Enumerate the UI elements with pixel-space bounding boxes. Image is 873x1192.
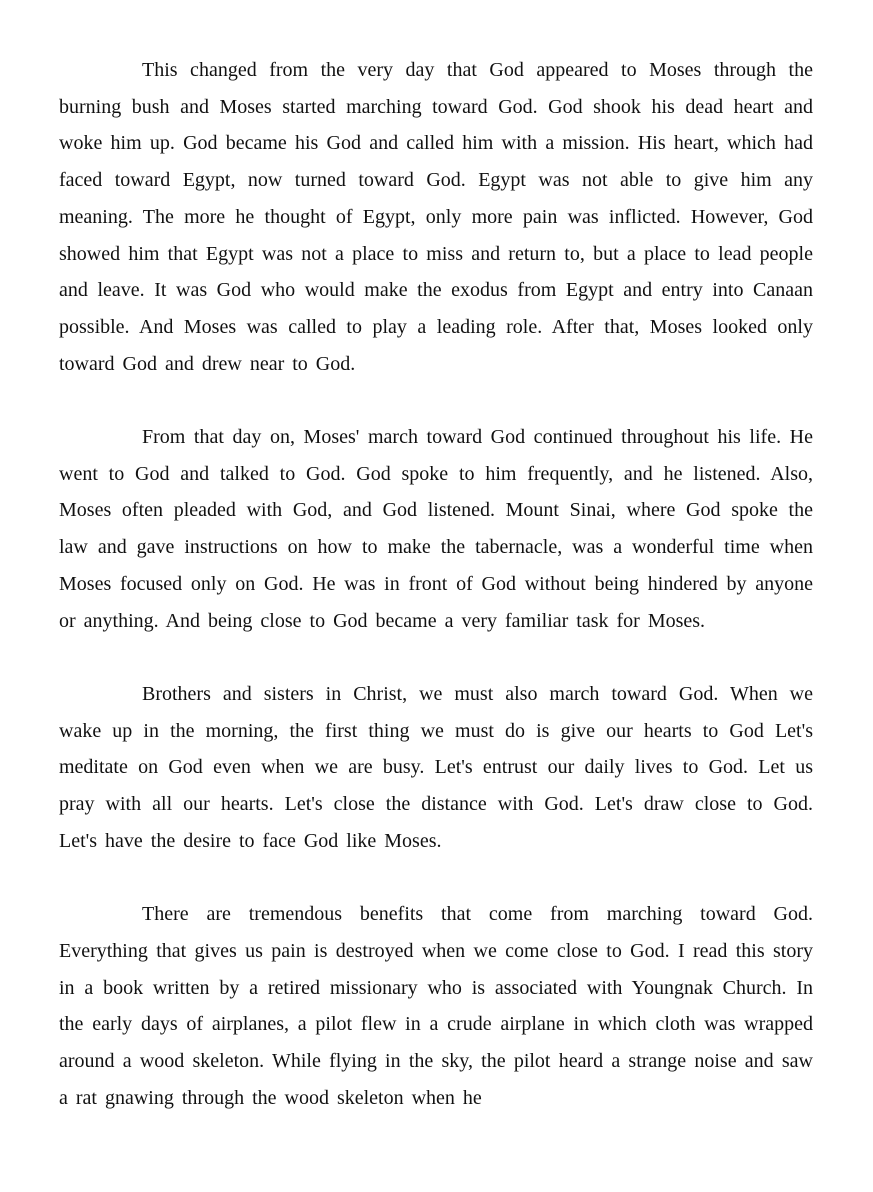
paragraph-4: There are tremendous benefits that come from marching toward God. Everything that gives us pain is destroyed when we come close to God. I read this story in a book written by a retired missionary who is associated with Youngnak Church. In the early days of airplanes, a pilot flew in a crude airplane in which cloth was wrapped around a wood skeleton. While flying in the sky, the pilot heard a strange noise and saw a rat gnawing through the wood skeleton when he bbox=[59, 903, 813, 1109]
paragraph-3: Brothers and sisters in Christ, we must also march toward God. When we wake up in the morning, the first thing we must do is give our hearts to God Let's meditate on God even when we are busy. Let's entrust our daily lives to God. Let us pray with all our hearts. Let's close the distance with God. Let's draw close to God. Let's have the desire to face God like Moses. bbox=[59, 682, 813, 852]
document-page bbox=[59, 52, 813, 1116]
paragraph-2: From that day on, Moses' march toward God continued throughout his life. He went to God and talked to God. God spoke to him frequently, and he listened. Also, Moses often pleaded with God, and God listened. Mount Sinai, where God spoke the law and gave instructions on how to make the tabernacle, was a wonderful time when Moses focused only on God. He was in front of God without being hindered by anyone or anything. And being close to God became a very familiar task for Moses. bbox=[59, 426, 813, 632]
paragraph-1: This changed from the very day that God appeared to Moses through the burning bush and Moses started marching toward God. God shook his dead heart and woke him up. God became his God and called him with a mission. His heart, which had faced toward Egypt, now turned toward God. Egypt was not able to give him any meaning. The more he thought of Egypt, only more pain was inflicted. However, God showed him that Egypt was not a place to miss and return to, but a place to lead people and leave. It was God who would make the exodus from Egypt and entry into Canaan possible. And Moses was called to play a leading role. After that, Moses looked only toward God and drew near to God. bbox=[59, 59, 813, 375]
